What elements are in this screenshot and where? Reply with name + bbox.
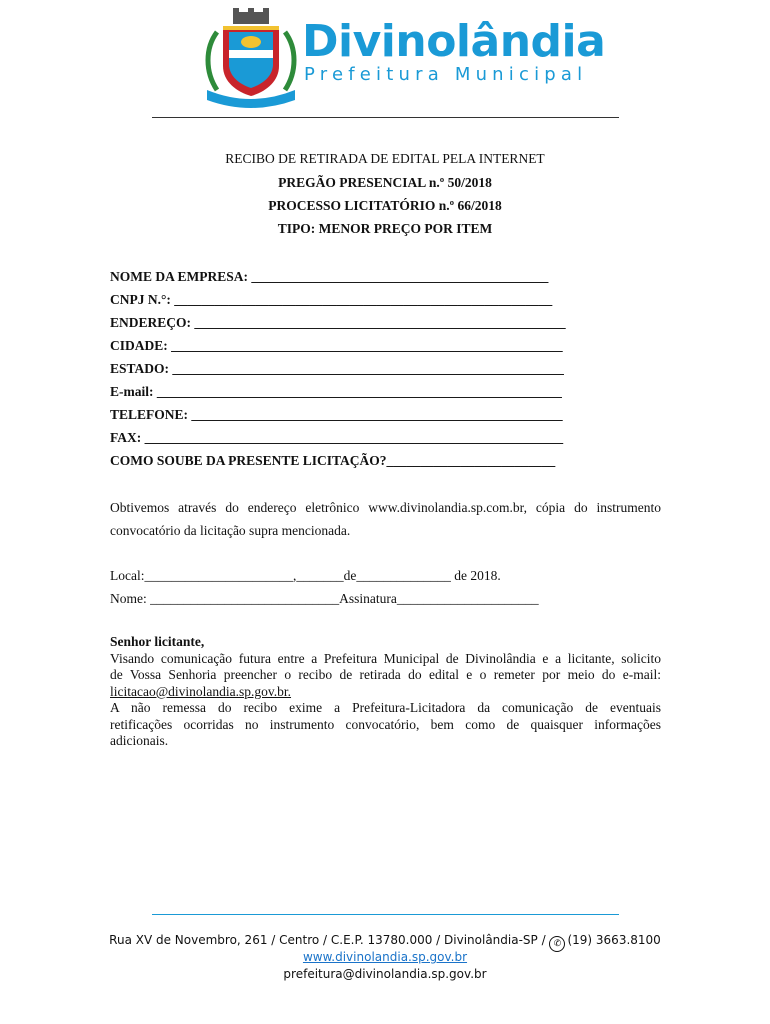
- field-fax[interactable]: FAX: ______________________________________________________________: [110, 430, 564, 445]
- field-nome-empresa[interactable]: NOME DA EMPRESA: ____________________________________________: [110, 269, 549, 284]
- footer-phone: (19) 3663.8100: [567, 933, 661, 947]
- processo-number: PROCESSO LICITATÓRIO n.º 66/2018: [268, 198, 502, 213]
- field-estado[interactable]: ESTADO: __________________________________________________________: [110, 361, 564, 376]
- field-email[interactable]: E-mail: ____________________________________________________________: [110, 384, 562, 399]
- field-endereco[interactable]: ENDEREÇO: _______________________________________________________: [110, 315, 566, 330]
- local-date-line[interactable]: Local:______________________,_______de______________ de 2018.: [110, 568, 501, 583]
- notice-line: Visando comunicação futura entre a Prefeitura Municipal de Divinolândia e a licitante, solicito: [110, 650, 661, 666]
- tipo-line: TIPO: MENOR PREÇO POR ITEM: [277, 221, 493, 236]
- obtivemos-paragraph: [110, 496, 661, 542]
- field-cidade[interactable]: CIDADE: __________________________________________________________: [110, 338, 563, 353]
- paragraph-line: Obtivemos através do endereço eletrônico www.divinolandia.sp.com.br, cópia do instrumento: [110, 500, 661, 515]
- footer-email: prefeitura@divinolandia.sp.gov.br: [283, 967, 487, 981]
- nome-assinatura-line[interactable]: Nome: ____________________________Assinatura_____________________: [110, 591, 539, 606]
- header-divider: [152, 117, 619, 118]
- notice-block: [110, 634, 661, 750]
- brand-title: Divinolândia: [302, 16, 606, 67]
- field-cnpj[interactable]: CNPJ N.°: ________________________________________________________: [110, 292, 553, 307]
- footer-website-link[interactable]: www.divinolandia.sp.gov.br: [302, 950, 468, 964]
- notice-line: de Vossa Senhoria preencher o recibo de retirada do edital e o remeter por meio do e-mail:: [110, 667, 661, 682]
- municipal-crest-logo: [203, 8, 299, 108]
- notice-line: adicionais.: [110, 733, 169, 748]
- footer-address-text: Rua XV de Novembro, 261 / Centro / C.E.P. 13780.000 / Divinolândia-SP /: [109, 933, 546, 947]
- brand-subtitle: Prefeitura Municipal: [304, 64, 588, 85]
- document-title: RECIBO DE RETIRADA DE EDITAL PELA INTERNET: [225, 151, 545, 166]
- notice-line: A não remessa do recibo exime a Prefeitura-Licitadora da comunicação de eventuais: [110, 700, 661, 715]
- footer-divider: [152, 914, 619, 915]
- field-como-soube[interactable]: COMO SOUBE DA PRESENTE LICITAÇÃO?_________________________: [110, 453, 556, 468]
- paragraph-line: convocatório da licitação supra mencionada.: [110, 523, 351, 538]
- notice-heading: Senhor licitante,: [110, 634, 205, 649]
- notice-email-link[interactable]: licitacao@divinolandia.sp.gov.br.: [110, 683, 292, 699]
- phone-icon: ✆: [549, 936, 565, 952]
- pregao-number: PREGÃO PRESENCIAL n.º 50/2018: [278, 175, 492, 190]
- field-telefone[interactable]: TELEFONE: _______________________________________________________: [110, 407, 563, 422]
- notice-line: retificações ocorridas no instrumento convocatório, bem como de quaisquer informações: [110, 716, 661, 732]
